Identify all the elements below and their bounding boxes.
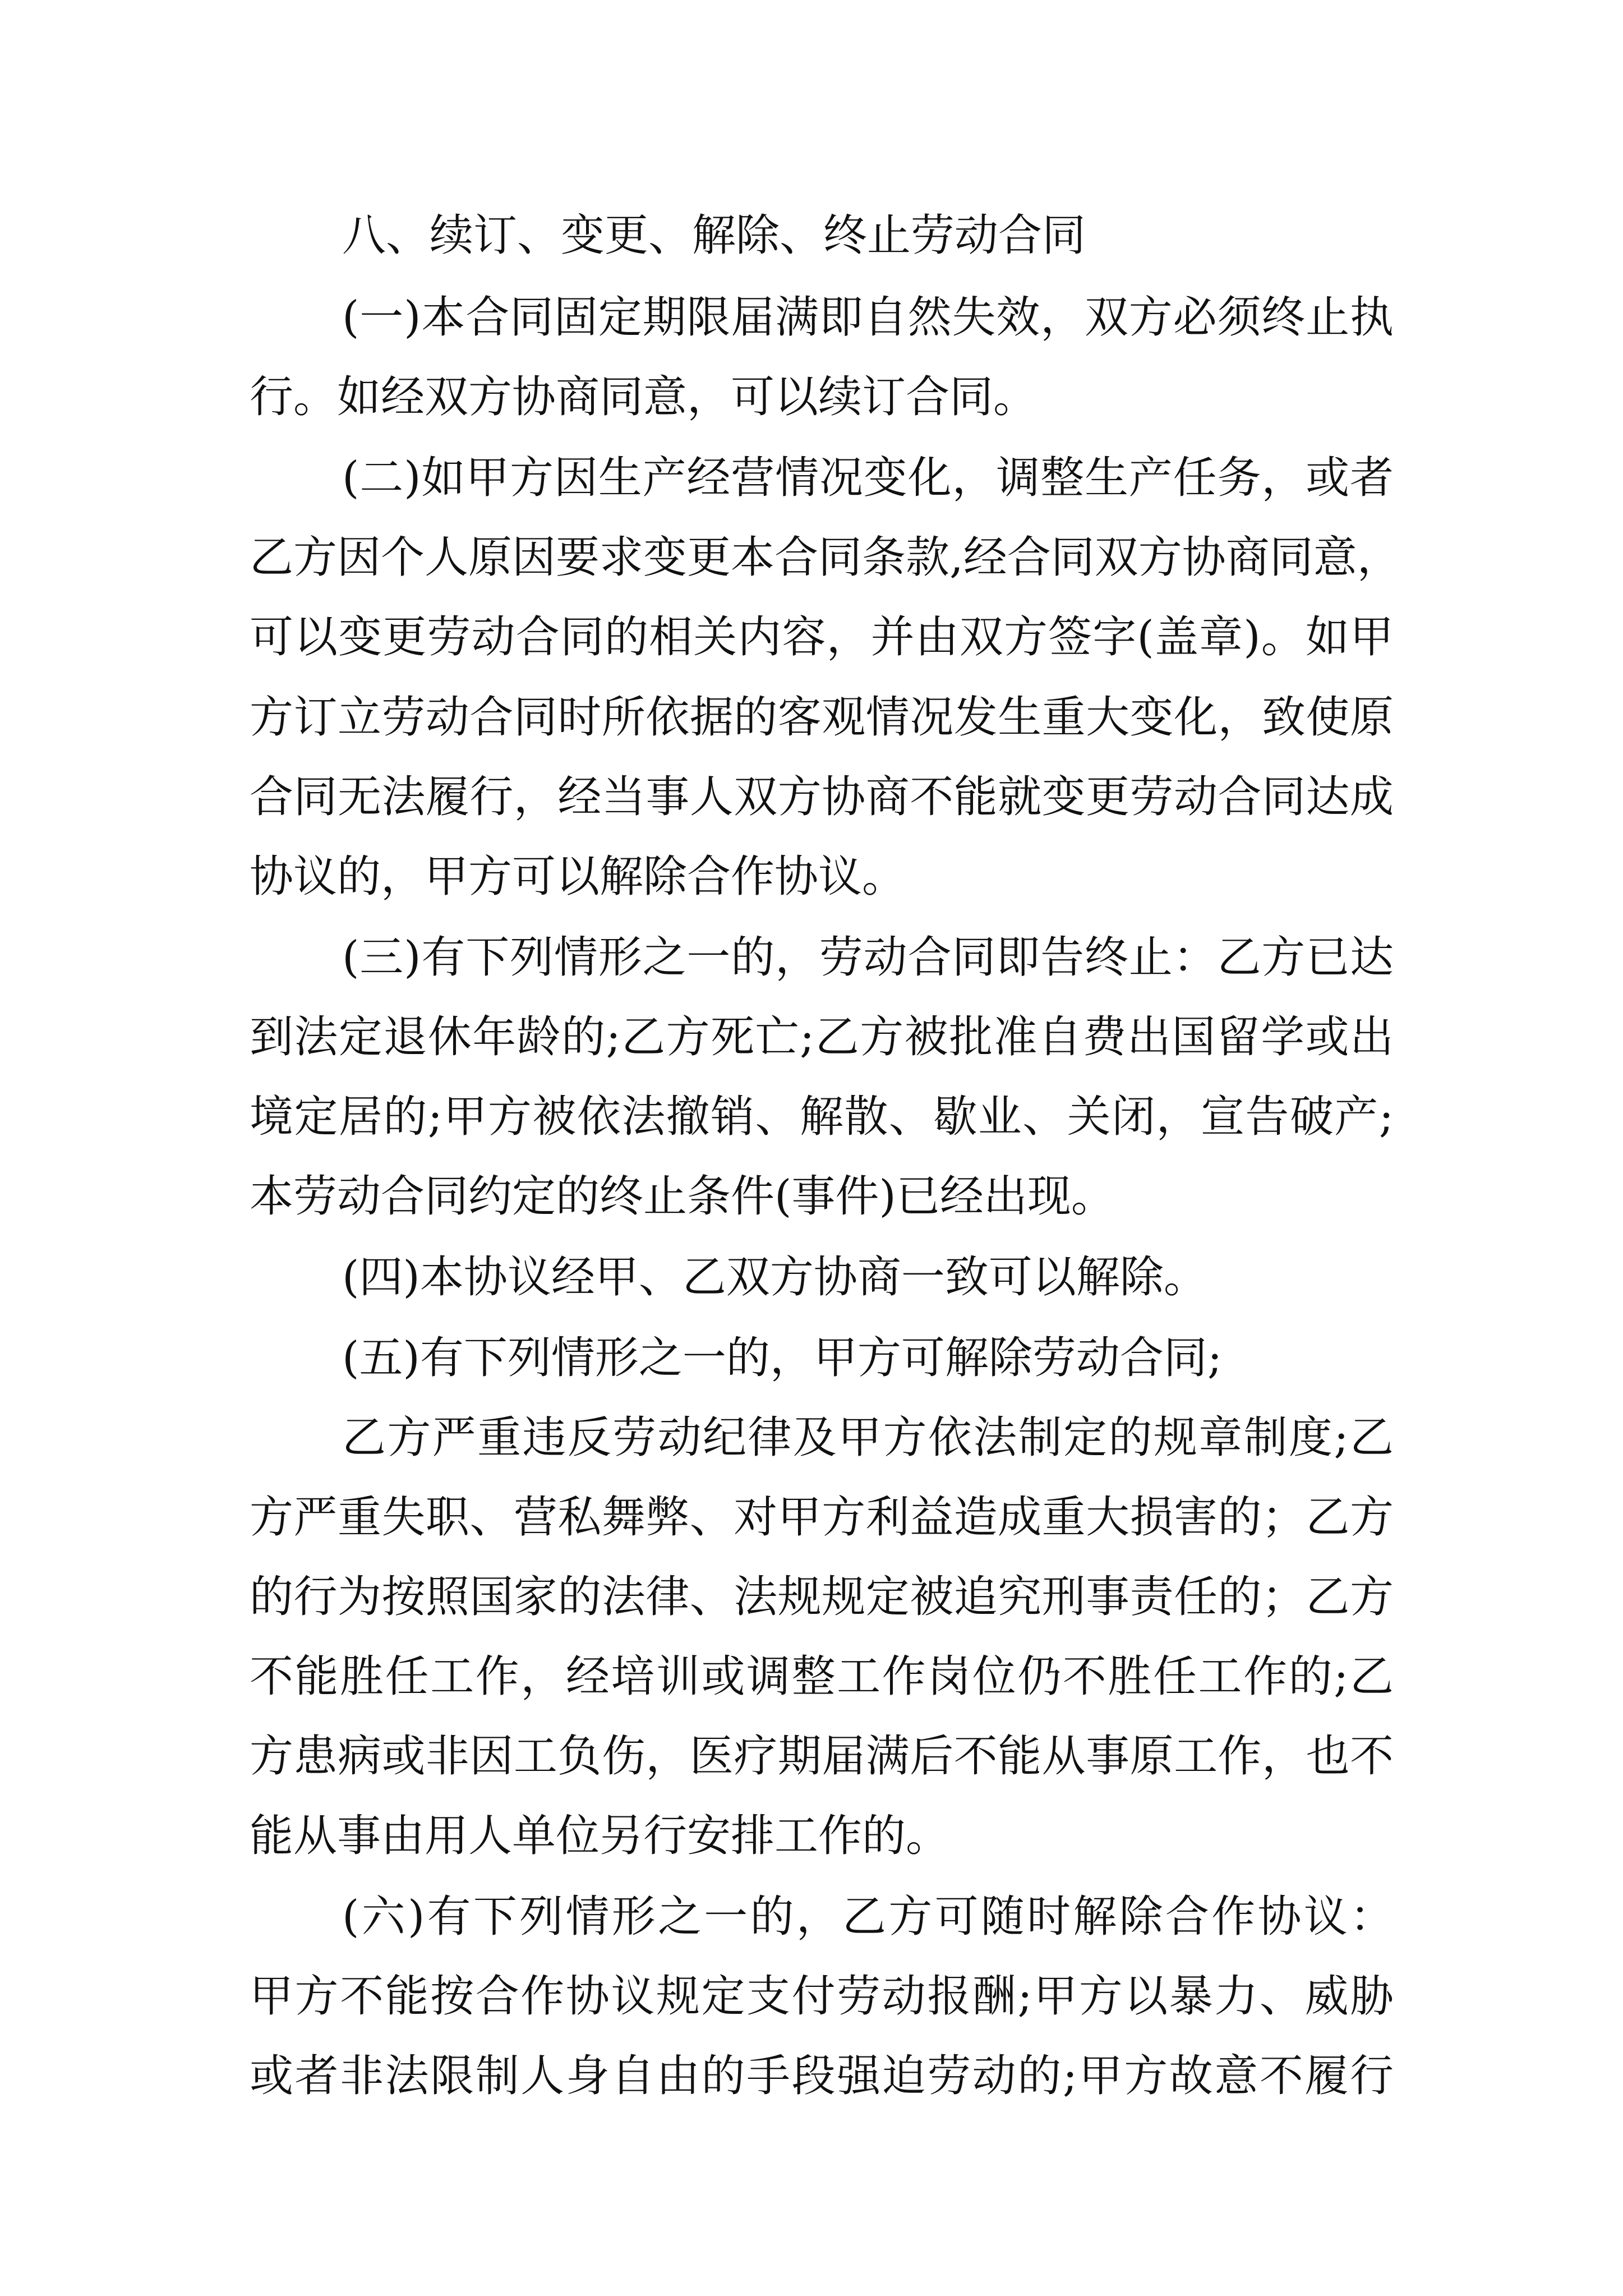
paragraph-3-line-3: 境定居的;甲方被依法撤销、解散、歇业、关闭，宣告破产;: [250, 1092, 1394, 1142]
paragraph-7-line-2: 甲方不能按合作协议规定支付劳动报酬;甲方以暴力、威胁: [250, 1971, 1394, 2022]
paragraph-2-line-5: 合同无法履行，经当事人双方协商不能就变更劳动合同达成: [250, 772, 1394, 822]
paragraph-2-line-3: 可以变更劳动合同的相关内容，并由双方签字(盖章)。如甲: [250, 612, 1394, 662]
paragraph-1-line-1: (一)本合同固定期限届满即自然失效，双方必须终止执: [342, 292, 1394, 343]
paragraph-1-line-2: 行。如经双方协商同意，可以续订合同。: [250, 372, 1038, 422]
paragraph-6-line-2: 方严重失职、营私舞弊、对甲方利益造成重大损害的；乙方: [250, 1492, 1394, 1543]
paragraph-6-line-4: 不能胜任工作，经培训或调整工作岗位仍不胜任工作的;乙: [250, 1651, 1394, 1702]
paragraph-3-line-4: 本劳动合同约定的终止条件(事件)已经出现。: [250, 1171, 1115, 1222]
paragraph-6-line-6: 能从事由用人单位另行安排工作的。: [250, 1811, 950, 1861]
paragraph-4: (四)本协议经甲、乙双方协商一致可以解除。: [342, 1252, 1207, 1303]
paragraph-6-line-3: 的行为按照国家的法律、法规规定被追究刑事责任的；乙方: [250, 1572, 1394, 1622]
paragraph-6-line-1: 乙方严重违反劳动纪律及甲方依法制定的规章制度;乙: [342, 1412, 1394, 1463]
paragraph-3-line-1: (三)有下列情形之一的，劳动合同即告终止：乙方已达: [342, 932, 1394, 983]
paragraph-2-line-6: 协议的，甲方可以解除合作协议。: [250, 852, 906, 902]
paragraph-6-line-5: 方患病或非因工负伤，医疗期届满后不能从事原工作，也不: [250, 1731, 1394, 1782]
paragraph-2-line-2: 乙方因个人原因要求变更本合同条款,经合同双方协商同意，: [250, 532, 1401, 583]
paragraph-5: (五)有下列情形之一的，甲方可解除劳动合同;: [342, 1333, 1223, 1383]
paragraph-7-line-1: (六)有下列情形之一的，乙方可随时解除合作协议：: [342, 1892, 1394, 1942]
paragraph-7-line-3: 或者非法限制人身自由的手段强迫劳动的;甲方故意不履行: [250, 2051, 1394, 2101]
paragraph-2-line-1: (二)如甲方因生产经营情况变化，调整生产任务，或者: [342, 453, 1394, 503]
paragraph-2-line-4: 方订立劳动合同时所依据的客观情况发生重大变化，致使原: [250, 692, 1394, 743]
paragraph-3-line-2: 到法定退休年龄的;乙方死亡;乙方被批准自费出国留学或出: [250, 1012, 1394, 1062]
section-heading: 八、续订、变更、解除、终止劳动合同: [342, 210, 1086, 261]
